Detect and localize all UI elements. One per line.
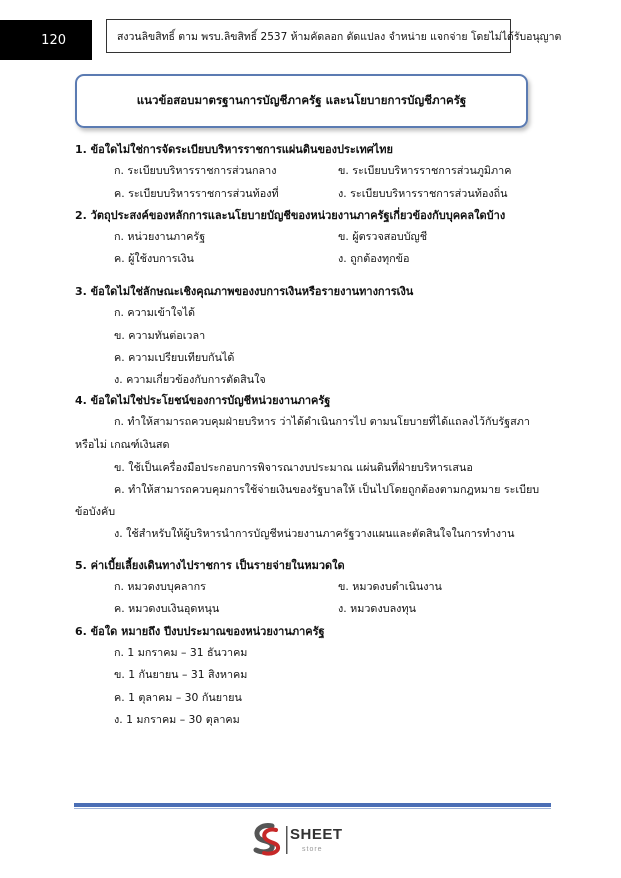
q4-option-a-cont: หรือไม่ เกณฑ์เงินสด bbox=[75, 438, 170, 451]
question-1: 1. ข้อใดไม่ใช่การจัดระเบียบบริหารราชการแผ่นดินของประเทศไทย bbox=[75, 143, 394, 156]
q2-option-d: ง. ถูกต้องทุกข้อ bbox=[338, 252, 410, 265]
question-3: 3. ข้อใดไม่ใช่ลักษณะเชิงคุณภาพของงบการเงินหรือรายงานทางการเงิน bbox=[75, 285, 414, 298]
q5-option-d: ง. หมวดงบลงทุน bbox=[338, 602, 416, 615]
q3-option-a: ก. ความเข้าใจได้ bbox=[114, 306, 196, 319]
question-4: 4. ข้อใดไม่ใช่ประโยชน์ของการบัญชีหน่วยงานภาครัฐ bbox=[75, 394, 331, 407]
copyright-text: สงวนลิขสิทธิ์ ตาม พรบ.ลิขสิทธิ์ 2537 ห้ามคัดลอก ดัดแปลง จำหน่าย แจกจ่าย โดยไม่ได้รับอนุญาต bbox=[117, 30, 562, 43]
document-title-box bbox=[75, 74, 528, 128]
q4-option-d: ง. ใช้สำหรับให้ผู้บริหารนำการบัญชีหน่วยงานภาครัฐวางแผนและตัดสินใจในการทำงาน bbox=[114, 527, 515, 540]
q1-option-d: ง. ระเบียบบริหารราชการส่วนท้องถิ่น bbox=[338, 187, 508, 200]
q6-option-a: ก. 1 มกราคม – 31 ธันวาคม bbox=[114, 646, 248, 659]
logo-subtext: store bbox=[302, 846, 323, 853]
page-number: 120 bbox=[41, 32, 66, 48]
q6-option-b: ข. 1 กันยายน – 31 สิงหาคม bbox=[114, 668, 248, 681]
q4-option-b: ข. ใช้เป็นเครื่องมือประกอบการพิจารณางบประมาณ แผ่นดินที่ฝ่ายบริหารเสนอ bbox=[114, 461, 473, 474]
q3-option-d: ง. ความเกี่ยวข้องกับการตัดสินใจ bbox=[114, 373, 266, 386]
footer-divider bbox=[74, 803, 551, 807]
q1-option-b: ข. ระเบียบบริหารราชการส่วนภูมิภาค bbox=[338, 164, 512, 177]
q4-option-a: ก. ทำให้สามารถควบคุมฝ่ายบริหาร ว่าได้ดำเนินการไป ตามนโยบายที่ได้แถลงไว้กับรัฐสภา bbox=[114, 415, 530, 428]
q4-option-c-cont: ข้อบังคับ bbox=[75, 505, 116, 518]
q2-option-a: ก. หน่วยงานภาครัฐ bbox=[114, 230, 206, 243]
q3-option-b: ข. ความทันต่อเวลา bbox=[114, 329, 206, 342]
document-title: แนวข้อสอบมาตรฐานการบัญชีภาครัฐ และนโยบายการบัญชีภาครัฐ bbox=[136, 93, 467, 107]
q6-option-d: ง. 1 มกราคม – 30 ตุลาคม bbox=[114, 713, 240, 726]
q5-option-a: ก. หมวดงบบุคลากร bbox=[114, 580, 206, 593]
copyright-notice bbox=[106, 19, 562, 53]
q3-option-c: ค. ความเปรียบเทียบกันได้ bbox=[114, 351, 235, 364]
footer-divider-thin bbox=[74, 808, 551, 809]
q2-option-b: ข. ผู้ตรวจสอบบัญชี bbox=[338, 230, 428, 243]
q1-option-c: ค. ระเบียบบริหารราชการส่วนท้องที่ bbox=[114, 187, 279, 200]
q1-option-a: ก. ระเบียบบริหารราชการส่วนกลาง bbox=[114, 164, 277, 177]
q5-option-b: ข. หมวดงบดำเนินงาน bbox=[338, 580, 442, 593]
question-6: 6. ข้อใด หมายถึง ปีงบประมาณของหน่วยงานภาครัฐ bbox=[75, 625, 325, 638]
question-5: 5. ค่าเบี้ยเลี้ยงเดินทางไปราชการ เป็นรายจ่ายในหมวดใด bbox=[75, 559, 345, 572]
q2-option-c: ค. ผู้ใช้งบการเงิน bbox=[114, 252, 194, 265]
page-number-box bbox=[0, 20, 92, 60]
q5-option-c: ค. หมวดงบเงินอุดหนุน bbox=[114, 602, 220, 615]
q6-option-c: ค. 1 ตุลาคม – 30 กันยายน bbox=[114, 691, 242, 704]
question-2: 2. วัตถุประสงค์ของหลักการและนโยบายบัญชีของหน่วยงานภาครัฐเกี่ยวข้องกับบุคคลใดบ้าง bbox=[75, 209, 506, 222]
q4-option-c: ค. ทำให้สามารถควบคุมการใช้จ่ายเงินของรัฐบาลให้ เป็นไปโดยถูกต้องตามกฎหมาย ระเบียบ bbox=[114, 483, 540, 496]
logo-text: SHEET bbox=[290, 826, 343, 843]
